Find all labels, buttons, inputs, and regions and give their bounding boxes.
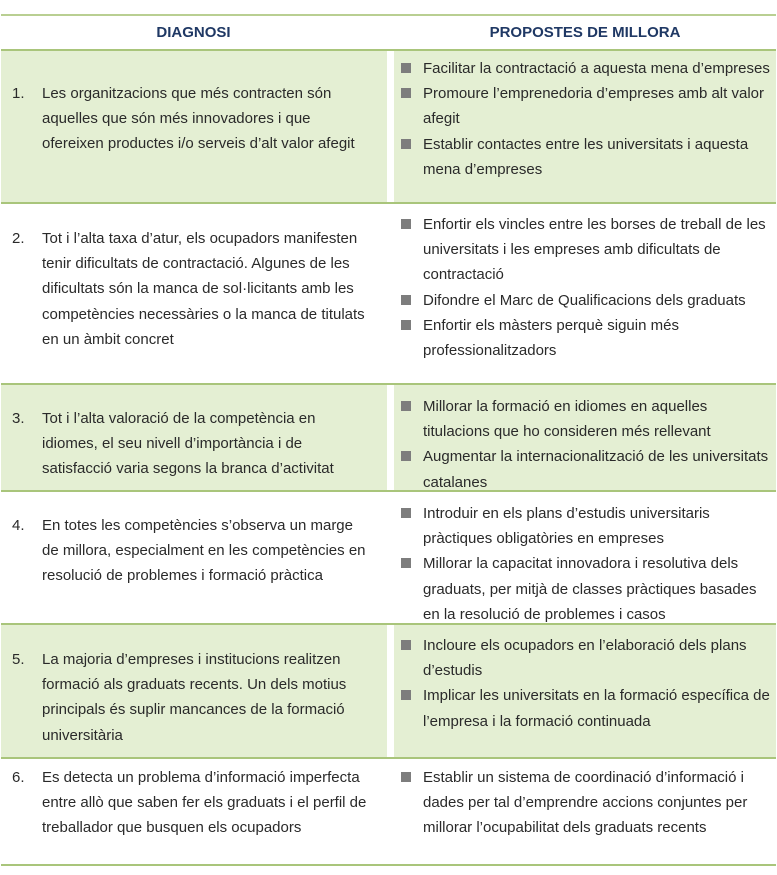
proposal-item: Introduir en els plans d’estudis universitaris pràctiques obligatòries en empreses [394,501,776,551]
row-number: 5. [12,651,25,668]
table-row [1,623,776,759]
proposal-item: Millorar la formació en idiomes en aquelles titulacions que ho consideren més rellevant [394,394,776,444]
diagnosis-column-header: DIAGNOSI [156,24,231,41]
row-number: 4. [12,517,25,534]
proposal-item: Incloure els ocupadors en l’elaboració dels plans d’estudis [394,633,776,683]
table-row [1,202,776,385]
table-row [1,757,776,866]
diagnosis-text: Tot i l’alta valoració de la competència en idiomes, el seu nivell d’importància i de satisfacció varia segons la branca d’activitat [42,410,334,478]
row-number: 6. [12,769,25,786]
proposal-item: Enfortir els màsters perquè siguin més professionalitzadors [394,313,776,363]
proposals-cell [394,204,776,385]
square-bullet-icon [401,320,411,330]
square-bullet-icon [401,219,411,229]
square-bullet-icon [401,451,411,461]
square-bullet-icon [401,690,411,700]
proposal-item: Establir un sistema de coordinació d’informació i dades per tal d’emprendre accions conjuntes per millorar l’ocupabilitat dels graduats recents [394,765,776,841]
table-row [1,490,776,625]
square-bullet-icon [401,640,411,650]
square-bullet-icon [401,508,411,518]
proposals-cell [394,759,776,866]
square-bullet-icon [401,88,411,98]
row-number: 1. [12,85,25,102]
square-bullet-icon [401,401,411,411]
diagnosis-cell [1,759,387,866]
diagnosis-text: Es detecta un problema d’informació imperfecta entre allò que saben fer els graduats i el perfil de treballador que busquen els ocupadors [42,769,367,837]
diagnosis-cell [1,492,387,625]
proposals-cell [394,625,776,759]
top-rule [1,14,776,16]
square-bullet-icon [401,139,411,149]
diagnosis-text: Les organitzacions que més contracten són aquelles que són més innovadores i que ofereixen productes i/o serveis d’alt valor afegit [42,85,355,153]
square-bullet-icon [401,558,411,568]
table-row [1,49,776,204]
square-bullet-icon [401,295,411,305]
diagnosis-cell [1,51,387,204]
square-bullet-icon [401,772,411,782]
bottom-rule [1,864,776,866]
proposal-item: Facilitar la contractació a aquesta mena d’empreses [394,56,776,81]
proposal-item: Augmentar la internacionalització de les universitats catalanes [394,444,776,494]
diagnosis-cell [1,385,387,492]
proposals-cell [394,51,776,204]
proposal-item: Enfortir els vincles entre les borses de treball de les universitats i les empreses amb dificultats de contractació [394,212,776,288]
diagnosis-text: En totes les competències s’observa un marge de millora, especialment en les competències en resolució de problemes i formació pràctica [42,517,366,585]
diagnosis-text: La majoria d’empreses i institucions realitzen formació als graduats recents. Un dels motius principals és suplir mancances de la formació universitària [42,651,347,744]
proposal-item: Implicar les universitats en la formació específica de l’empresa i la formació continuada [394,683,776,733]
proposal-item: Millorar la capacitat innovadora i resolutiva dels graduats, per mitjà de classes pràctiques basades en la resolució de problemes i casos [394,551,776,627]
proposals-column-header: PROPOSTES DE MILLORA [489,24,681,41]
diagnosis-text: Tot i l’alta taxa d’atur, els ocupadors manifesten tenir dificultats de contractació. Algunes de les dificultats són la manca de sol·licitants amb les competències necessàries o la manca de titulats en un àmbit concret [42,230,365,348]
diagnosis-cell [1,625,387,759]
row-number: 2. [12,230,25,247]
diagnosis-cell [1,204,387,385]
table-row [1,383,776,492]
proposal-item: Promoure l’emprenedoria d’empreses amb alt valor afegit [394,81,776,131]
square-bullet-icon [401,63,411,73]
row-number: 3. [12,410,25,427]
proposals-cell [394,492,776,625]
proposal-item: Establir contactes entre les universitats i aquesta mena d’empreses [394,132,776,182]
proposals-cell [394,385,776,492]
proposal-item: Difondre el Marc de Qualificacions dels graduats [394,288,776,313]
